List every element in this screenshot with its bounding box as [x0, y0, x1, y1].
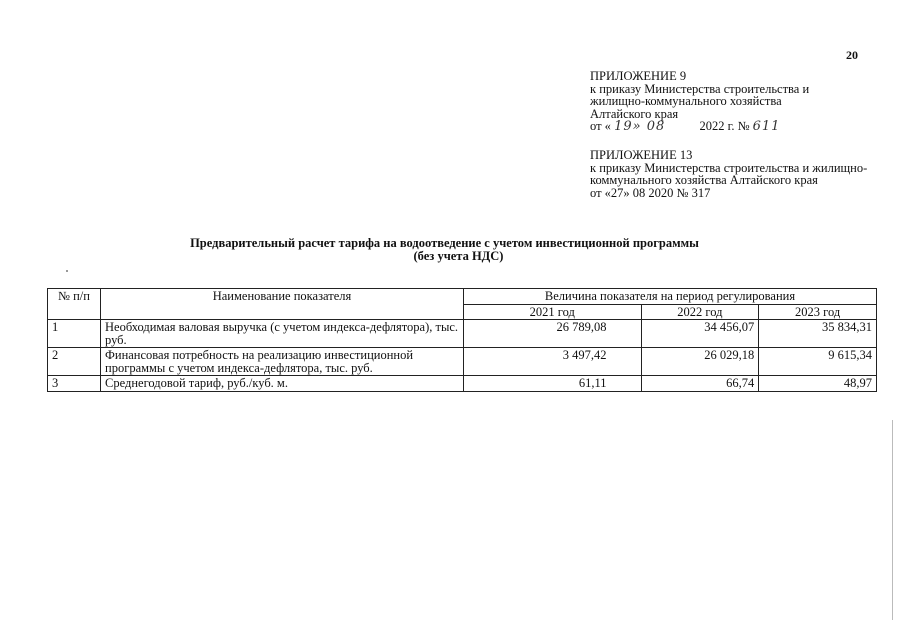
appendix-9-date-line — [590, 120, 809, 134]
appendix-9-date-prefix: от « — [590, 119, 611, 133]
row-name: Необходимая валовая выручка (с учетом индекса-дефлятора), тыс. руб. — [101, 320, 464, 348]
appendix-9-handwritten-date: 19» 08 — [614, 119, 666, 134]
row-num: 2 — [48, 348, 101, 376]
row-value-2022: 34 456,07 — [641, 320, 759, 348]
table-row — [48, 348, 877, 376]
row-value-2023: 35 834,31 — [759, 320, 877, 348]
row-num: 3 — [48, 376, 101, 392]
appendix-13-line1: к приказу Министерства строительства и жилищно- — [590, 160, 868, 175]
row-value-2021: 3 497,42 — [464, 348, 642, 376]
appendix-13-header — [590, 149, 867, 199]
appendix-9-header — [590, 70, 809, 134]
row-name: Среднегодовой тариф, руб./куб. м. — [101, 376, 464, 392]
appendix-9-line1: к приказу Министерства строительства и — [590, 81, 810, 96]
table-row — [48, 376, 877, 392]
document-title: Предварительный расчет тарифа на водоотведение с учетом инвестиционной программы — [190, 236, 699, 250]
row-num: 1 — [48, 320, 101, 348]
row-value-2023: 48,97 — [759, 376, 877, 392]
header-year-2023: 2023 год — [759, 304, 877, 320]
tariff-table — [47, 288, 877, 392]
row-value-2021: 61,11 — [464, 376, 642, 392]
header-num: № п/п — [48, 289, 101, 320]
header-year-2021: 2021 год — [464, 304, 642, 320]
appendix-9-line3: Алтайского края — [590, 106, 679, 121]
row-value-2021: 26 789,08 — [464, 320, 642, 348]
row-value-2023: 9 615,34 — [759, 348, 877, 376]
scan-speck — [66, 270, 68, 272]
header-year-2022: 2022 год — [641, 304, 759, 320]
page-number: 20 — [846, 48, 858, 62]
document-subtitle: (без учета НДС) — [413, 249, 504, 263]
table-header-row — [48, 289, 877, 305]
appendix-9-handwritten-number: 611 — [752, 119, 781, 134]
appendix-13-title: ПРИЛОЖЕНИЕ 13 — [590, 148, 693, 162]
scan-edge-line — [892, 420, 893, 620]
row-value-2022: 26 029,18 — [641, 348, 759, 376]
header-name: Наименование показателя — [101, 289, 464, 320]
appendix-13-line2: коммунального хозяйства Алтайского края — [590, 173, 818, 187]
appendix-13-line3: от «27» 08 2020 № 317 — [590, 185, 711, 200]
appendix-9-year: 2022 г. № — [699, 119, 750, 133]
appendix-9-line2: жилищно-коммунального хозяйства — [590, 94, 782, 108]
appendix-9-title: ПРИЛОЖЕНИЕ 9 — [590, 69, 687, 83]
row-name: Финансовая потребность на реализацию инвестиционной программы с учетом индекса-дефлятора, тыс. руб. — [101, 348, 464, 376]
table-row — [48, 320, 877, 348]
header-period: Величина показателя на период регулирования — [464, 289, 877, 305]
row-value-2022: 66,74 — [641, 376, 759, 392]
